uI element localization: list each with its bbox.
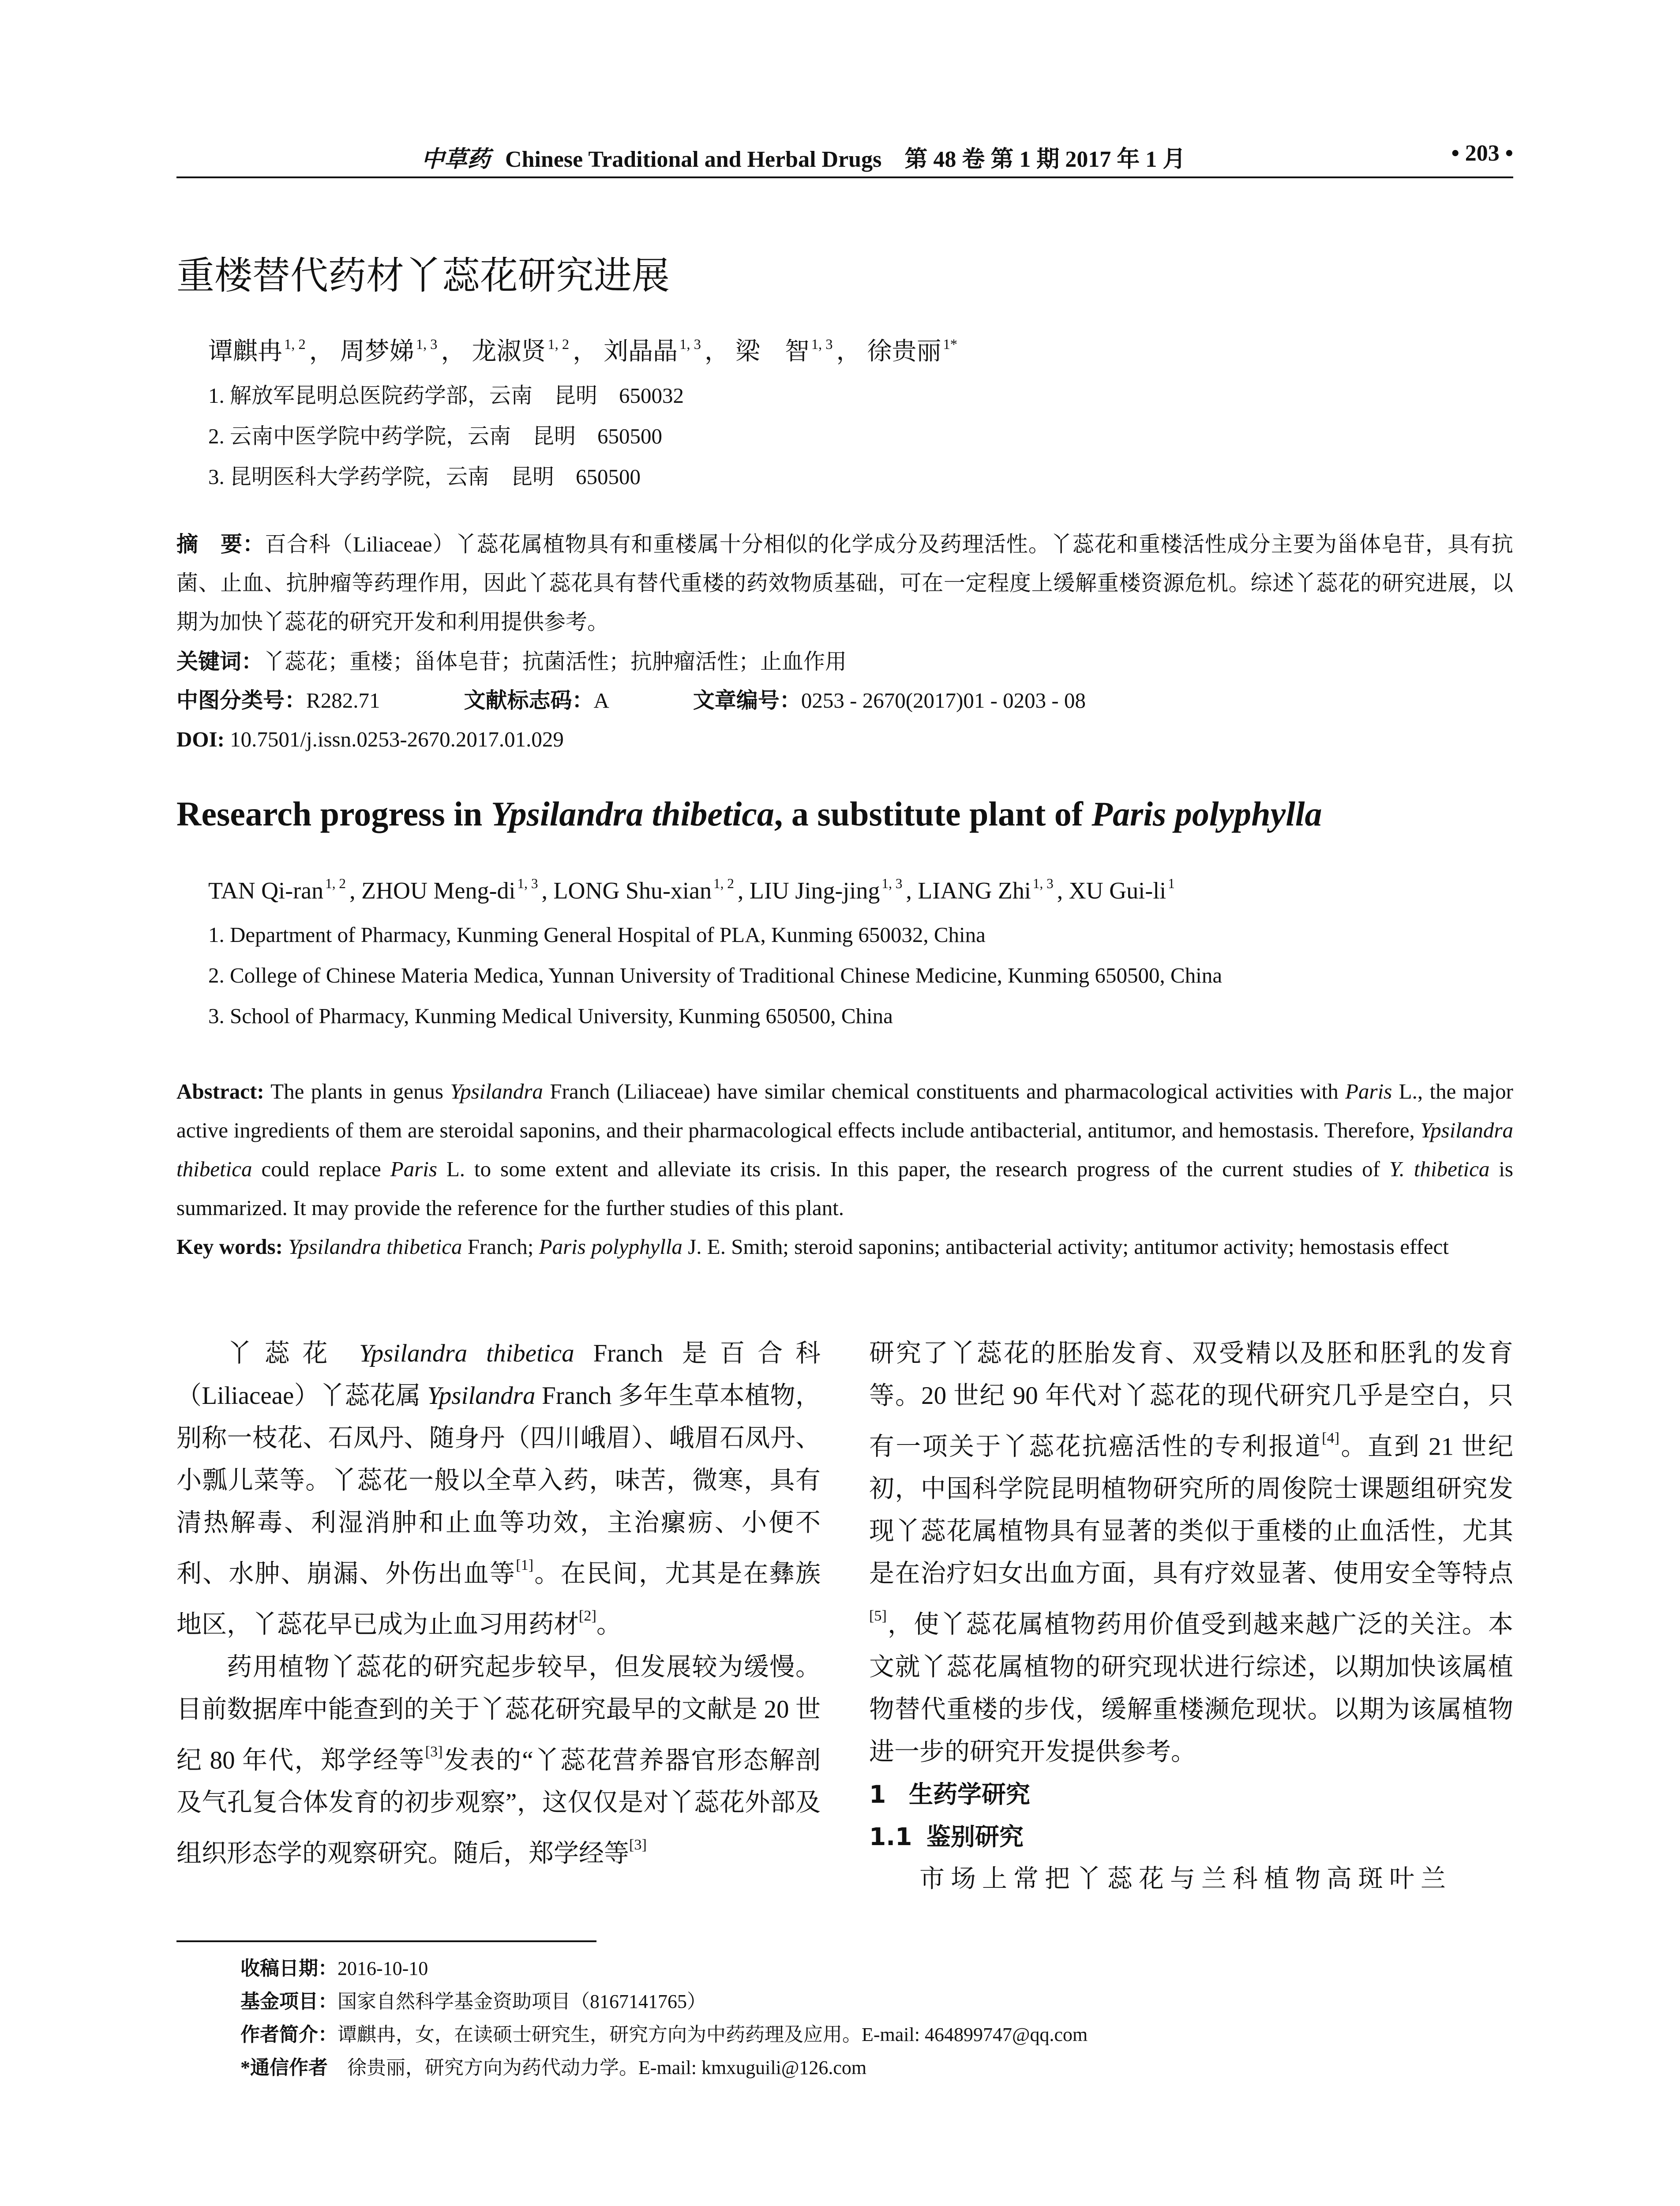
text-run: 丫蕊花	[227, 1339, 360, 1367]
author-affiliation-mark: 1, 3	[416, 336, 438, 353]
header-rule	[176, 176, 1513, 178]
species-name: Paris	[1345, 1079, 1392, 1103]
citation-link[interactable]: [1]	[516, 1557, 534, 1573]
author-cn: 龙淑贤	[472, 338, 546, 365]
footnote-author	[240, 2018, 1088, 2047]
title-en	[176, 794, 1322, 834]
keywords-en-label: Key words:	[176, 1234, 283, 1259]
text-run: Franch 是百合科（Liliaceae）丫蕊花属	[176, 1339, 821, 1410]
doi-line	[176, 720, 1513, 759]
abstract-en-text: L. to some extent and alleviate its crisis. In this paper, the research progress of the current studies of	[437, 1157, 1389, 1181]
text-run: Franch 多年生草本植物，别称一枝花、石凤丹、随身丹（四川峨眉）、峨眉石凤丹、小瓢儿菜等。丫蕊花一般以全草入药，味苦，微寒，具有清热解毒、利湿消肿和止血等功效，主治瘰疬、小便不利、水肿、崩漏、外伤出血等	[176, 1382, 821, 1588]
affiliation-en: 2. College of Chinese Materia Medica, Yunnan University of Traditional Chinese Medicine, Kunming 650500, China	[208, 963, 1222, 987]
footnote-text: 谭麒冉，女，在读硕士研究生，研究方向为中药药理及应用。E-mail: 464899747@qq.com	[338, 2024, 1088, 2045]
author-cn: 周梦娣	[340, 338, 414, 365]
author-affiliation-mark: 1*	[943, 336, 957, 353]
keywords-en-text: Franch;	[462, 1234, 539, 1259]
authors-en: TAN Qi-ran $^{1, 2}$ , ZHOU Meng-di $^{1, 3}$ , LONG Shu-xian $^{1, 2}$ , LIU Jing-jing $^{1, 3}$ , LIANG Zhi $^{1, 3}$ , XU Gui-li $^1$	[208, 876, 1175, 904]
author-affiliation-mark: 1, 3	[811, 336, 833, 353]
author-en: LIU Jing-jing	[749, 877, 880, 904]
affiliation-cn: 2. 云南中医学院中药学院，云南 昆明 650500	[208, 424, 663, 448]
species-name: Ypsilandra	[450, 1079, 543, 1103]
citation-link[interactable]: [3]	[425, 1743, 443, 1760]
author-affiliation-mark: 1, 3	[679, 336, 701, 353]
footnote-label: *通信作者	[240, 2057, 347, 2078]
section-heading	[869, 1773, 1513, 1816]
species-name: Paris polyphylla	[539, 1234, 682, 1259]
abstract-en-text: The plants in genus	[264, 1079, 450, 1103]
text-run: 。	[596, 1610, 622, 1639]
class-value: R282.71	[306, 688, 380, 713]
abstract-en-text: is summarized. It may provide the reference for the further studies of this plant.	[176, 1157, 1513, 1220]
author-en: ZHOU Meng-di	[361, 877, 516, 904]
body-paragraph	[176, 1332, 821, 1646]
section-title: 生药学研究	[909, 1780, 1031, 1808]
footnote-text: 2016-10-10	[338, 1958, 428, 1979]
footnote-text: 国家自然科学基金资助项目（8167141765）	[338, 1991, 706, 2012]
body-paragraph: 市场上常把丫蕊花与兰科植物高斑叶兰	[919, 1865, 1452, 1893]
body-column-right	[869, 1332, 1513, 1900]
body-paragraph	[176, 1646, 821, 1875]
subsection-title: 鉴别研究	[926, 1822, 1024, 1851]
author-affiliation-mark: 1, 3	[881, 876, 903, 891]
running-header	[176, 140, 1513, 181]
keywords-en	[176, 1227, 1513, 1266]
abstract-cn-text: 百合科（Liliaceae）丫蕊花属植物具有和重楼属十分相似的化学成分及药理活性。丫蕊花和重楼活性成分主要为甾体皂苷，具有抗菌、止血、抗肿瘤等药理作用，因此丫蕊花具有替代重楼的药效物质基础，可在一定程度上缓解重楼资源危机。综述丫蕊花的研究进展，以期为加快丫蕊花的研究开发和利用提供参考。	[176, 532, 1513, 634]
journal-issue: Chinese Traditional and Herbal Drugs 第 48 卷 第 1 期 2017 年 1 月	[505, 147, 1186, 172]
affiliation-cn: 1. 解放军昆明总医院药学部，云南 昆明 650032	[208, 383, 684, 408]
text-run: 。直到 21 世纪初，中国科学院昆明植物研究所的周俊院士课题组研究发现丫蕊花属植物具有显著的类似于重楼的止血活性，尤其是在治疗妇女出血方面，具有疗效显著、使用安全等特点	[869, 1433, 1513, 1588]
author-affiliation-mark: 1, 2	[548, 336, 570, 353]
title-cn: 重楼替代药材丫蕊花研究进展	[176, 254, 670, 298]
citation-link[interactable]: [5]	[869, 1608, 887, 1624]
subsection-number: 1.1	[869, 1822, 912, 1851]
author-en: LONG Shu-xian	[553, 877, 712, 904]
footnote-text: 徐贵丽，研究方向为药代动力学。E-mail: kmxuguili@126.com	[347, 2057, 867, 2078]
class-label: 中图分类号：	[176, 688, 307, 713]
author-cn: 梁 智	[735, 338, 810, 365]
keywords-cn	[176, 642, 1513, 681]
affiliation-en: 3. School of Pharmacy, Kunming Medical University, Kunming 650500, China	[208, 1004, 893, 1028]
author-en: TAN Qi-ran	[208, 877, 324, 904]
text-run: ，使丫蕊花属植物药用价值受到越来越广泛的关注。本文就丫蕊花属植物的研究现状进行综述，以期加快该属植物替代重楼的步伐，缓解重楼濒危现状。以期为该属植物进一步的研究开发提供参考。	[869, 1610, 1513, 1766]
species-name: Ypsilandra	[427, 1382, 536, 1410]
keywords-en-text: J. E. Smith; steroid saponins; antibacterial activity; antitumor activity; hemostasis effect	[682, 1234, 1449, 1259]
text-run: 药用植物丫蕊花的研究起步较早，但发展较为缓慢。目前数据库中能查到的关于丫蕊花研究最早的文献是 20 世纪 80 年代，郑学经等	[176, 1653, 821, 1775]
author-affiliation-mark: 1, 3	[1032, 876, 1054, 891]
abstract-cn	[176, 525, 1513, 642]
doi-label: DOI:	[176, 727, 225, 751]
articleno-label: 文章编号：	[693, 688, 801, 713]
articleno-value: 0253 - 2670(2017)01 - 0203 - 08	[801, 688, 1086, 713]
text-run: 发表的“丫蕊花营养器官形态解剖及气孔复合体发育的初步观察”，这仅仅是对丫蕊花外部及组织形态学的观察研究。随后，郑学经等	[176, 1746, 821, 1868]
footnote-fund	[240, 1985, 706, 2014]
title-en-species: Paris polyphylla	[1091, 795, 1322, 833]
abstract-cn-label: 摘 要：	[176, 532, 265, 556]
title-en-part: Research progress in	[176, 795, 491, 833]
doccode-value: A	[593, 688, 609, 713]
abstract-en-label: Abstract:	[176, 1079, 264, 1103]
species-name: Paris	[390, 1157, 437, 1181]
title-en-species: Ypsilandra thibetica	[491, 795, 774, 833]
journal-logo: 中草药	[421, 146, 491, 173]
citation-link[interactable]: [4]	[1322, 1430, 1339, 1446]
body-paragraph-continued	[869, 1332, 1513, 1773]
subsection-heading	[869, 1816, 1513, 1858]
affiliation-cn: 3. 昆明医科大学药学院，云南 昆明 650500	[208, 465, 641, 489]
classification-line	[176, 681, 1513, 720]
author-affiliation-mark: 1	[1168, 876, 1175, 891]
affiliation-en: 1. Department of Pharmacy, Kunming General Hospital of PLA, Kunming 650032, China	[208, 923, 986, 947]
abstract-en	[176, 1072, 1513, 1227]
species-name: Ypsilandra thibetica	[359, 1339, 574, 1367]
author-affiliation-mark: 1, 2	[325, 876, 346, 891]
author-affiliation-mark: 1, 3	[517, 876, 538, 891]
citation-link[interactable]: [2]	[579, 1608, 596, 1624]
author-cn: 刘晶晶	[604, 338, 678, 365]
title-en-part: , a substitute plant of	[774, 795, 1092, 833]
footnote-label: 收稿日期：	[240, 1958, 338, 1979]
body-column-left	[176, 1332, 821, 1875]
species-name: Ypsilandra thibetica	[176, 1118, 1513, 1181]
footnote-received	[240, 1952, 428, 1981]
page-number: • 203 •	[1451, 141, 1513, 166]
abstract-en-text: could replace	[252, 1157, 390, 1181]
journal-info	[421, 140, 1185, 173]
author-cn: 徐贵丽	[867, 338, 941, 365]
author-en: XU Gui-li	[1069, 877, 1166, 904]
footnote-rule	[176, 1940, 596, 1942]
author-cn: 谭麒冉	[208, 338, 282, 365]
text-run: 。在民间，尤其是在彝族地区，丫蕊花早已成为止血习用药材	[176, 1560, 821, 1639]
footnote-corresponding	[240, 2052, 866, 2080]
section-number: 1	[869, 1780, 886, 1808]
author-en: LIANG Zhi	[918, 877, 1031, 904]
author-affiliation-mark: 1, 2	[713, 876, 734, 891]
citation-link[interactable]: [3]	[629, 1837, 647, 1853]
doccode-label: 文献标志码：	[464, 688, 594, 713]
text-run: 研究了丫蕊花的胚胎发育、双受精以及胚和胚乳的发育等。20 世纪 90 年代对丫蕊花的现代研究几乎是空白，只有一项关于丫蕊花抗癌活性的专利报道	[869, 1339, 1513, 1461]
author-affiliation-mark: 1, 2	[284, 336, 306, 353]
abstract-en-text: L., the major active ingredients of them are steroidal saponins, and their pharmacological effects include antibacterial, antitumor, and hemostasis. Therefore,	[176, 1079, 1513, 1142]
abstract-en-text: Franch (Liliaceae) have similar chemical constituents and pharmacological activities with	[543, 1079, 1346, 1103]
species-name: Ypsilandra thibetica	[288, 1234, 462, 1259]
keywords-cn-label: 关键词：	[176, 649, 263, 674]
doi-value: 10.7501/j.issn.0253-2670.2017.01.029	[230, 727, 564, 751]
species-name: Y. thibetica	[1389, 1157, 1490, 1181]
keywords-cn-text: 丫蕊花；重楼；甾体皂苷；抗菌活性；抗肿瘤活性；止血作用	[263, 649, 847, 674]
footnote-label: 作者简介：	[240, 2024, 338, 2045]
footnote-label: 基金项目：	[240, 1991, 338, 2012]
authors-cn: 谭麒冉 $^{1, 2}$ ， 周梦娣 $^{1, 3}$ ， 龙淑贤 $^{1, 2}$ ， 刘晶晶 $^{1, 3}$ ， 梁 智 $^{1, 3}$ ， 徐贵丽 $^{1*}$	[208, 336, 957, 365]
